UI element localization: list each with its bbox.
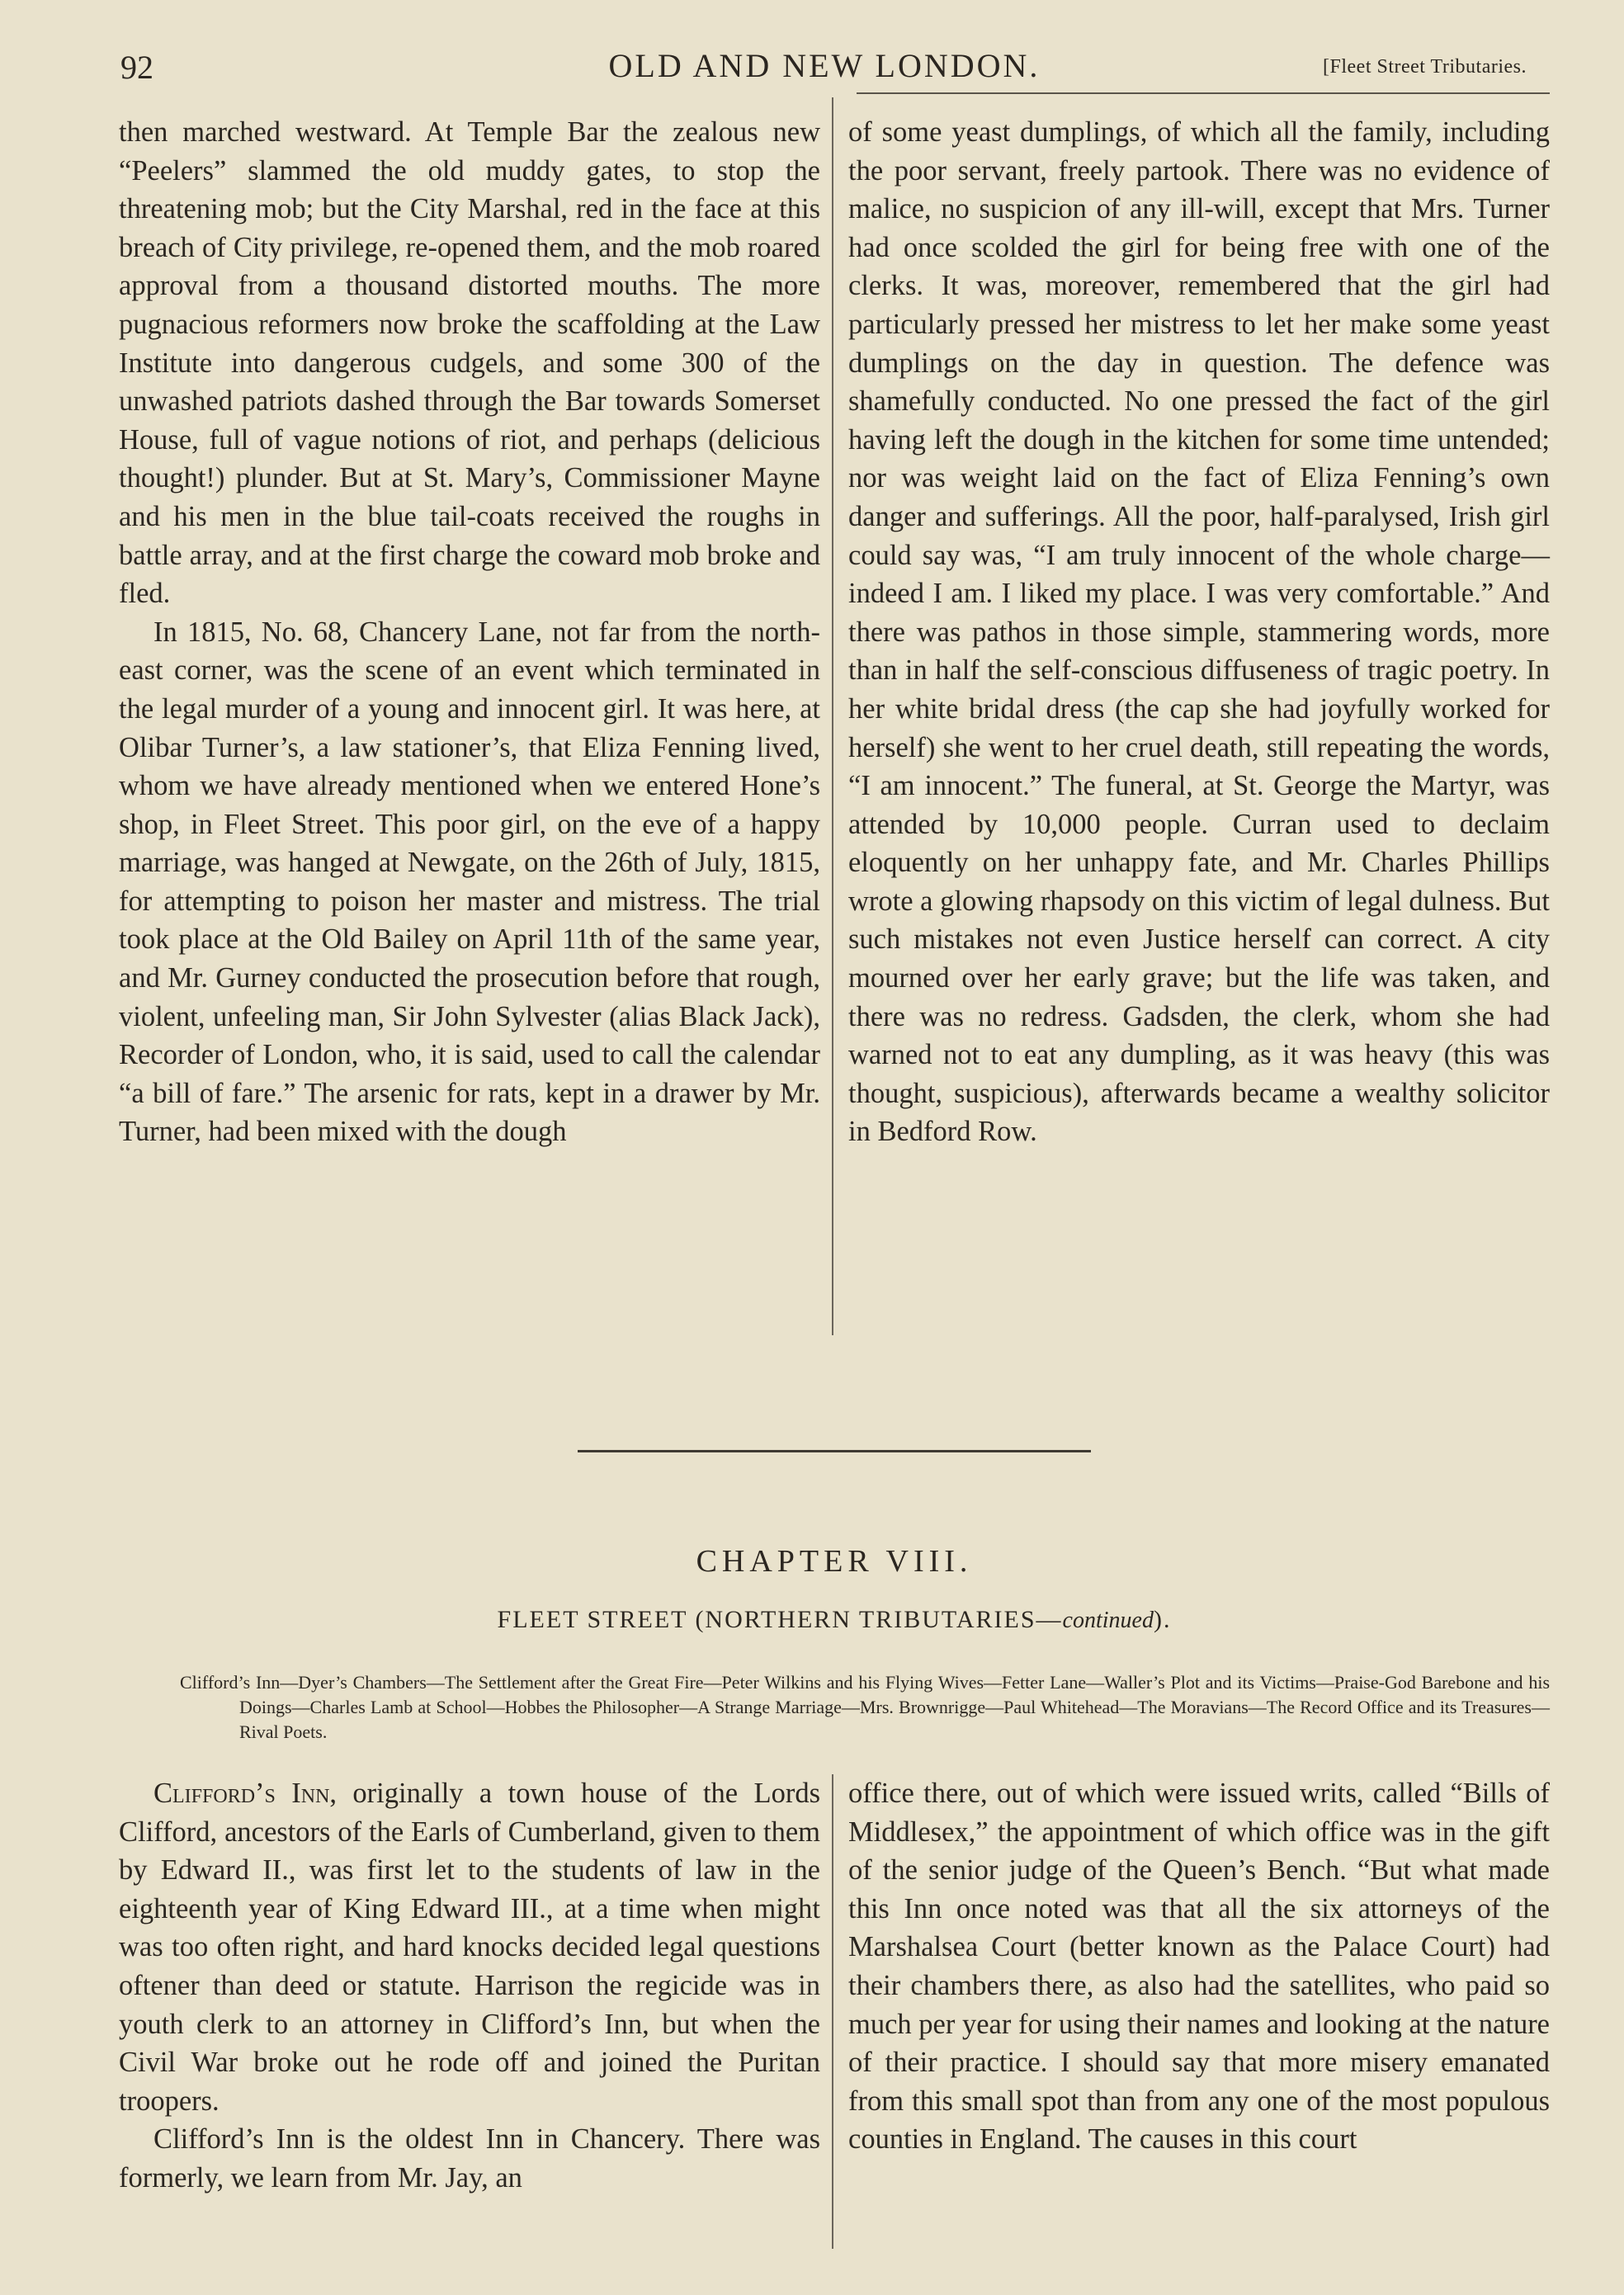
paragraph: In 1815, No. 68, Chancery Lane, not far from the north-east corner, was the scene of an event which terminated in the legal murder of a young and innocent girl. It was here, at Olibar Turner’s, a law stationer’s, that Eliza Fenning lived, whom we have already mentioned when we entered Hone’s shop, in Fleet Street. This poor girl, on the eve of a happy marriage, was hanged at Newgate, on the 26th of July, 1815, for attempting to poison her master and mistress. The trial took place at the Old Bailey on April 11th of the same year, and Mr. Gurney conducted the prosecution before that rough, violent, unfeeling man, Sir John Sylvester (alias Black Jack), Recorder of London, who, it is said, used to call the calendar “a bill of fare.” The arsenic for rats, kept in a drawer by Mr. Turner, had been mixed with the dough (119, 616, 820, 1148)
header-rule (857, 92, 1550, 94)
top-right-column (848, 113, 1550, 1151)
column-divider (832, 97, 833, 1335)
paragraph: office there, out of which were issued writs, called “Bills of Middlesex,” the appointment of which office was in the gift of the senior judge of the Queen’s Bench. “But what made this Inn once noted was that all the six attorneys of the Marshalsea Court (better known as the Palace Court) had their chambers there, as also had the satellites, who paid so much per year for using their names and looking at the nature of their practice. I should say that more misery emanated from this small spot than from any one of the most populous counties in England. The causes in this court (848, 1778, 1550, 2156)
paragraph: Clifford’s Inn is the oldest Inn in Chancery. There was formerly, we learn from Mr. Jay, an (119, 2123, 820, 2193)
chapter-subtitle (119, 1606, 1550, 1634)
chapter-synopsis: Clifford’s Inn—Dyer’s Chambers—The Settlement after the Great Fire—Peter Wilkins and his Flying Wives—Fetter Lane—Waller’s Plot and its Victims—Praise-God Barebone and his Doings—Charles Lamb at School—Hobbes the Philosopher—A Strange Marriage—Mrs. Brownrigge—Paul Whitehead—The Moravians—The Record Office and its Treasures—Rival Poets. (180, 1672, 1550, 1742)
book-title: OLD AND NEW LONDON. (608, 47, 1041, 84)
paragraph: of some yeast dumplings, of which all the family, including the poor servant, freely partook. There was no evidence of malice, no suspicion of any ill-will, except that Mrs. Turner had once scolded the girl for being free with one of the clerks. It was, moreover, remembered that the girl had particularly pressed her mistress to let her make some yeast dumplings on the day in question. The defence was shamefully conducted. No one pressed the fact of the girl having left the dough in the kitchen for some time untended; nor was weight laid on the fact of Eliza Fenning’s own danger and sufferings. All the poor, half-paralysed, Irish girl could say was, “I am truly innocent of the whole charge—indeed I am. I liked my place. I was very comfortable.” And there was pathos in those simple, stammering words, more than in half the self-conscious diffuseness of tragic poetry. In her white bridal dress (the cap she had joyfully worked for herself) she went to her cruel death, still repeating the words, “I am innocent.” The funeral, at St. George the Martyr, was attended by 10,000 people. Curran used to declaim eloquently on her unhappy fate, and Mr. Charles Phillips wrote a glowing rhapsody on this victim of legal dulness. But such mistakes not even Justice herself can correct. A city mourned over her early grave; but the life was taken, and there was no redress. Gadsden, the clerk, whom she had warned not to eat any dumpling, as it was heavy (this was thought, suspicious), afterwards became a wealthy solicitor in Bedford Row. (848, 116, 1550, 1148)
paragraph: then marched westward. At Temple Bar the zealous new “Peelers” slammed the old muddy gates, to stop the threatening mob; but the City Marshal, red in the face at this breach of City privilege, re-opened them, and the mob roared approval from a thousand distorted mouths. The more pugnacious reformers now broke the scaffolding at the Law Institute into dangerous cudgels, and some 300 of the unwashed patriots dashed through the Bar towards Somerset House, full of vague notions of riot, and perhaps (delicious thought!) plunder. But at St. Mary’s, Commissioner Mayne and his men in the blue tail-coats received the roughs in battle array, and at the first charge the coward mob broke and fled. (119, 116, 820, 610)
bottom-left-column (119, 1774, 820, 2198)
chapter-divider-rule (578, 1450, 1091, 1452)
paragraph-text: , originally a town house of the Lords Clifford, ancestors of the Earls of Cumberland, given to them by Edward II., was first let to the students of law in the eighteenth year of King Edward III., at a time when might was too often right, and hard knocks decided legal questions oftener than deed or statute. Harrison the regicide was in youth clerk to an attorney in Clifford’s Inn, but when the Civil War broke out he rode off and joined the Puritan troopers. (119, 1778, 820, 2117)
top-left-column (119, 113, 820, 1151)
lead-words: Clifford’s Inn (153, 1778, 330, 1809)
chapter-subtitle-end: ). (1153, 1606, 1172, 1633)
paragraph (119, 1774, 820, 2120)
chapter-subtitle-italic: continued (1062, 1608, 1154, 1633)
bottom-right-column (848, 1774, 1550, 2159)
running-header (114, 46, 1535, 87)
page-number: 92 (120, 49, 153, 86)
column-divider (832, 1774, 833, 2249)
chapter-subtitle-text: FLEET STREET (NORTHERN TRIBUTARIES— (497, 1606, 1063, 1633)
section-title: [Fleet Street Tributaries. (1323, 56, 1527, 78)
chapter-number: CHAPTER VIII. (696, 1544, 973, 1579)
